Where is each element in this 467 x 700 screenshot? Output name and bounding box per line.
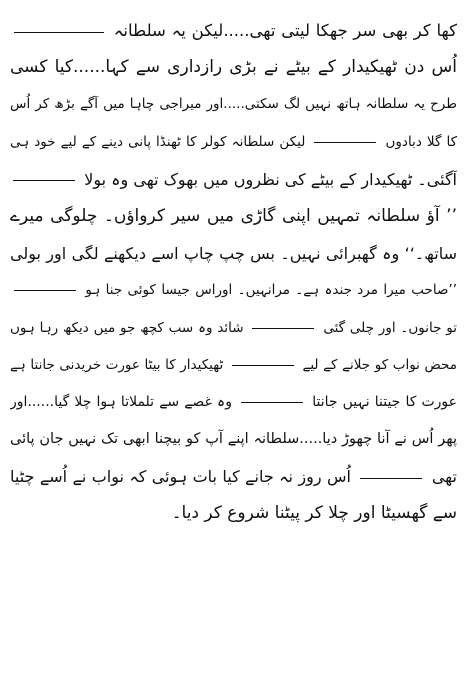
blank-underline <box>232 364 294 366</box>
text-segment: لیکن سلطانہ کولر کا ٹھنڈا پانی دینے کے لیے خود ہی <box>10 133 306 150</box>
text-line-8 <box>10 272 457 309</box>
text-segment: پھر اُس نے آنا چھوڑ دیا.....سلطانہ اپنے آپ کو بیچنا ابھی تک نہیں جان پائی <box>10 431 457 448</box>
blank-underline <box>14 31 104 33</box>
text-segment: سے گھسیٹا اور چلا کر پیٹنا شروع کر دیا۔ <box>171 503 457 524</box>
blank-underline <box>14 289 76 291</box>
text-segment: محض نواب کو جلانے کے لیے <box>302 356 457 373</box>
text-segment: تھی <box>431 467 457 487</box>
blank-underline <box>314 141 376 143</box>
text-line-10 <box>10 347 457 384</box>
text-line-14 <box>10 495 457 532</box>
text-line-7 <box>10 235 457 272</box>
text-line-6 <box>10 198 457 235</box>
text-segment: اُس روز نہ جانے کیا بات ہوئی کہ نواب نے اُسے چٹیا <box>10 467 351 487</box>
text-segment: ’’ آؤ سلطانہ تمہیں اپنی گاڑی میں سیر کرواؤں۔ چلوگی میرے <box>10 205 457 226</box>
blank-underline <box>13 179 75 181</box>
text-line-2 <box>10 49 457 86</box>
text-line-11 <box>10 384 457 421</box>
text-segment: ساتھ۔‘‘ وہ گھبرائی نہیں۔ بس چپ چاپ اسے دیکھنے لگی اور بولی <box>10 244 457 264</box>
text-segment: طرح یہ سلطانہ ہاتھ نہیں لگ سکتی.....اور میراجی چاہا میں آگے بڑھ کر اُس <box>10 96 457 113</box>
text-line-13 <box>10 458 457 495</box>
text-line-1 <box>10 12 457 49</box>
text-segment: کا گلا دبادوں <box>385 133 457 150</box>
text-segment: شائد وہ سب کچھ جو میں دیکھ رہا ہوں <box>10 319 244 336</box>
blank-underline <box>241 401 303 403</box>
text-line-5 <box>10 161 457 198</box>
text-segment: اُس دن ٹھیکیدار کے بیٹے نے بڑی رازداری سے کہا......کیا کسی <box>10 57 457 78</box>
text-segment: تو جانوں۔ اور چلی گئی <box>323 319 457 336</box>
text-line-3 <box>10 86 457 123</box>
text-segment: ٹھیکیدار کا بیٹا عورت خریدنی جانتا ہے <box>10 356 224 373</box>
blank-underline <box>360 477 422 479</box>
text-segment: عورت کا جیتنا نہیں جانتا <box>312 393 457 410</box>
blank-underline <box>252 327 314 329</box>
text-line-12 <box>10 421 457 458</box>
text-segment: کھا کر بھی سر جھکا لیتی تھی.....لیکن یہ سلطانہ <box>113 21 457 40</box>
text-line-4 <box>10 124 457 161</box>
text-segment: وہ غصے سے تلملاتا ہوا چلا گیا......اور <box>10 393 232 410</box>
text-segment: آگئی۔ ٹھیکیدار کے بیٹے کی نظروں میں بھوک تھی وہ بولا <box>84 169 457 189</box>
text-line-9 <box>10 310 457 347</box>
text-segment: ’’صاحب میرا مرد جندہ ہے۔ مرانہیں۔ اوراس جیسا کوئی جنا ہو <box>85 282 457 299</box>
